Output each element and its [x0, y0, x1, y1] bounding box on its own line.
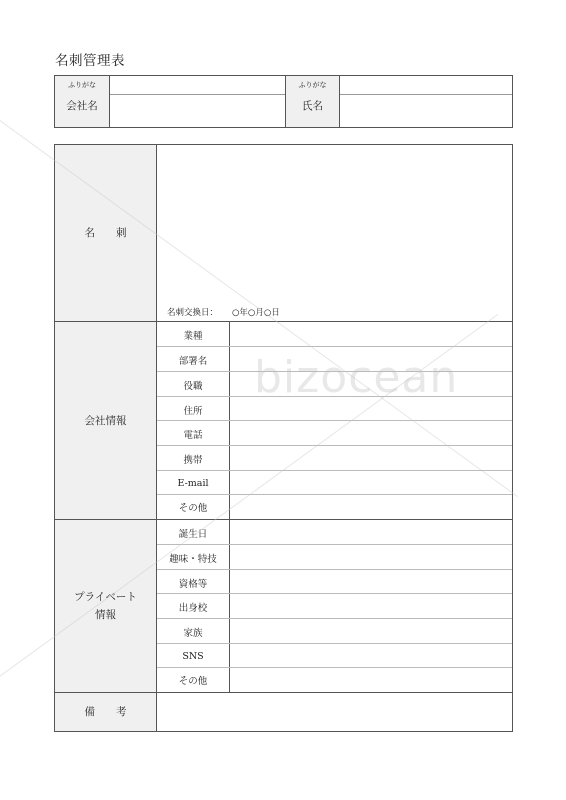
business-card-area[interactable] [157, 145, 512, 321]
private-info-label-line2: 情報 [95, 609, 116, 621]
email-field[interactable] [230, 471, 512, 496]
row-label: その他 [157, 495, 230, 519]
row-label: 業種 [157, 322, 230, 347]
row-label: 家族 [157, 619, 230, 644]
private-row-hobbies [157, 545, 512, 570]
row-label: 誕生日 [157, 520, 230, 545]
divider [110, 94, 285, 95]
header-table [54, 75, 513, 128]
person-name-field[interactable] [340, 76, 512, 127]
private-row-sns [157, 644, 512, 669]
qualifications-field[interactable] [230, 570, 512, 595]
alma-mater-field[interactable] [230, 594, 512, 619]
birthday-field[interactable] [230, 520, 512, 545]
phone-field[interactable] [230, 421, 512, 446]
private-row-family [157, 619, 512, 644]
company-row-other [157, 495, 512, 519]
page-title: 名刺管理表 [55, 53, 125, 69]
private-other-field[interactable] [230, 668, 512, 692]
sns-field[interactable] [230, 644, 512, 669]
row-label: E-mail [157, 471, 230, 496]
person-name-label: 氏名 [302, 100, 323, 112]
person-label-cell [286, 76, 339, 127]
main-table [54, 144, 513, 732]
row-label: SNS [157, 644, 230, 669]
private-info-label [55, 520, 157, 692]
row-label: 出身校 [157, 594, 230, 619]
remarks-field[interactable] [157, 693, 512, 731]
person-furigana-label: ふりがな [298, 81, 327, 89]
private-info-label-line1: プライベート [74, 591, 137, 603]
row-label: その他 [157, 668, 230, 692]
company-name-label: 会社名 [66, 100, 98, 112]
row-label: 部署名 [157, 347, 230, 372]
company-label-cell [55, 76, 109, 127]
hobbies-field[interactable] [230, 545, 512, 570]
company-row-email [157, 471, 512, 496]
row-label: 携帯 [157, 446, 230, 471]
mobile-field[interactable] [230, 446, 512, 471]
remarks-label: 備 考 [55, 693, 157, 731]
business-card-label: 名 刺 [55, 145, 157, 321]
company-other-field[interactable] [230, 495, 512, 519]
row-label: 役職 [157, 372, 230, 397]
row-label: 資格等 [157, 570, 230, 595]
row-label: 電話 [157, 421, 230, 446]
company-info-label: 会社情報 [55, 322, 157, 519]
row-label: 住所 [157, 397, 230, 422]
private-row-alma-mater [157, 594, 512, 619]
company-furigana-label: ふりがな [68, 81, 96, 89]
family-field[interactable] [230, 619, 512, 644]
row-label: 趣味・特技 [157, 545, 230, 570]
exchange-date-label: 名刺交換日： [167, 308, 219, 318]
divider [340, 94, 512, 95]
company-name-field[interactable] [110, 76, 285, 127]
watermark-logo: bizocean [254, 352, 459, 403]
company-row-mobile [157, 446, 512, 471]
exchange-date-value[interactable]: ○年○月○日 [232, 308, 280, 318]
private-row-other [157, 668, 512, 692]
private-row-qualifications [157, 570, 512, 595]
